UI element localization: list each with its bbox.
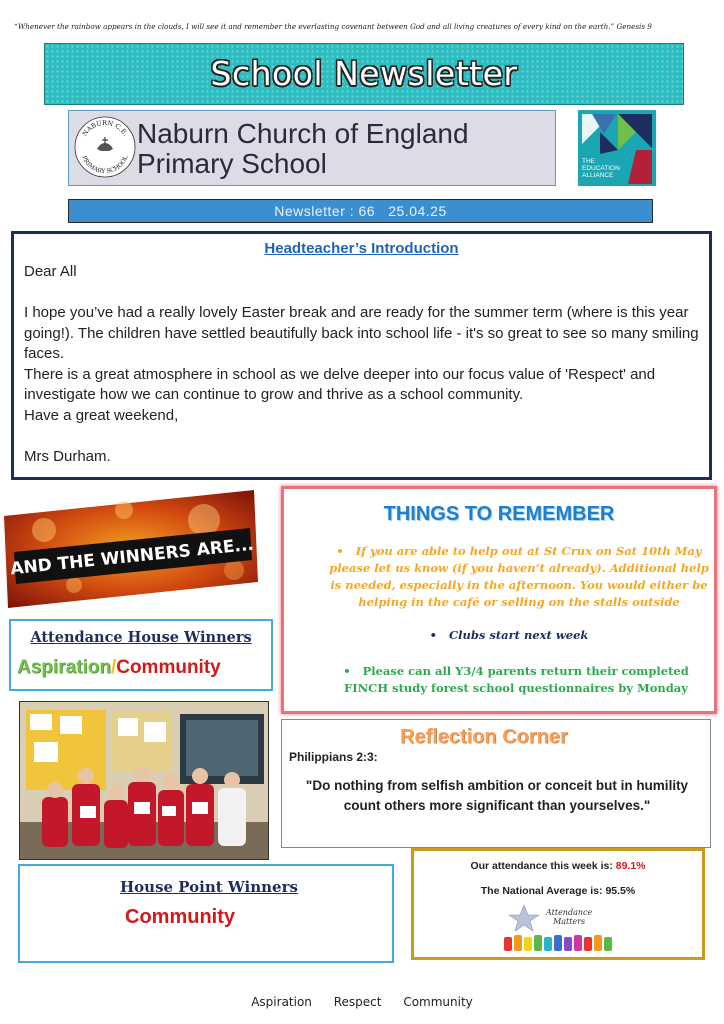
things-heading: THINGS TO REMEMBER — [383, 503, 615, 525]
attendance-this-week-value: 89.1% — [615, 860, 646, 872]
footer-values — [0, 995, 724, 1009]
reminder-st-crux — [324, 543, 714, 611]
intro-paragraph-1: I hope you’ve had a really lovely Easter break and are ready for the summer term (where is this year going!). The children have settled beautifully back into school life - it's so great to see so many smiling faces. — [24, 304, 699, 362]
reflection-quote: "Do nothing from selfish ambition or conceit but in humility count others more significant than yourselves." — [305, 778, 689, 813]
winners-banner-text: AND THE WINNERS ARE... — [9, 534, 255, 580]
children-photo — [19, 701, 269, 860]
reflection-corner — [281, 719, 711, 848]
attendance-matters-line2: Matters — [553, 917, 586, 926]
school-name-line2: Primary School — [137, 148, 327, 179]
footer-value-respect: Respect — [333, 995, 382, 1009]
intro-heading: Headteacher’s Introduction — [264, 240, 459, 257]
education-alliance-logo — [578, 110, 656, 186]
house-point-winner: Community — [125, 906, 235, 928]
attendance-matters-line1: Attendance — [546, 908, 593, 917]
crest-bottom-text: PRIMARY SCHOOL — [80, 154, 130, 176]
footer-value-community: Community — [403, 995, 473, 1009]
headteacher-introduction — [11, 231, 712, 480]
attendance-matters-logo — [500, 903, 624, 955]
house-community: Community — [116, 657, 221, 678]
reminder-finch-text: Please can all Y3/4 parents return their completed FINCH study forest school questionnaires by Monday — [344, 664, 689, 695]
attendance-matters-text — [546, 908, 592, 926]
reminder-finch — [320, 663, 712, 697]
school-header — [68, 110, 556, 186]
reminder-clubs-text: Clubs start next week — [448, 628, 589, 642]
house-separator: / — [110, 657, 117, 678]
title-banner — [44, 43, 684, 105]
attendance-house-names — [17, 657, 221, 679]
classroom-photo-image — [20, 702, 269, 860]
attendance-this-week — [414, 860, 702, 872]
newsletter-title: School Newsletter — [210, 54, 518, 93]
bullet-2: • — [429, 628, 437, 642]
crest-top-text: NABURN C.E. — [80, 118, 130, 138]
reflection-heading: Reflection Corner — [400, 726, 568, 748]
reminder-st-crux-text: If you are able to help out at St Crux on Sat 10th May please let us know (if you haven’t already). Additional help is needed, especially in the afternoon. You would either be helping in the café or selling on the stalls outside — [329, 544, 709, 609]
alliance-line2: EDUCATION — [582, 165, 620, 172]
reminder-clubs — [344, 627, 674, 644]
attendance-stats — [411, 848, 705, 960]
national-average: The National Average is: 95.5% — [480, 885, 636, 897]
alliance-text — [582, 158, 620, 179]
bullet-1: • — [336, 544, 344, 558]
reflection-reference: Philippians 2:3: — [289, 750, 378, 764]
attendance-this-week-label: Our attendance this week is: — [470, 860, 616, 872]
school-name-line1: Naburn Church of England — [137, 118, 469, 149]
intro-greeting: Dear All — [24, 263, 77, 280]
winners-banner-image — [4, 490, 258, 608]
intro-paragraph-2: There is a great atmosphere in school as we delve deeper into our focus value of 'Respect' and investigate how we can continue to grow and thrive as a school community. — [24, 365, 656, 403]
school-crest-logo — [73, 115, 137, 179]
things-to-remember — [281, 486, 717, 714]
footer-value-aspiration: Aspiration — [251, 995, 312, 1009]
intro-paragraph-3: Have a great weekend, — [24, 406, 179, 424]
newsletter-number-bar — [68, 199, 653, 223]
intro-body — [24, 262, 704, 467]
house-aspiration: Aspiration — [17, 657, 111, 678]
newsletter-number: Newsletter : 66 25.04.25 — [274, 203, 447, 219]
school-name — [137, 119, 469, 179]
attendance-house-heading: Attendance House Winners — [30, 629, 252, 646]
bullet-3: • — [343, 664, 351, 678]
intro-signoff: Mrs Durham. — [24, 447, 111, 465]
house-point-winners — [18, 864, 394, 963]
alliance-line1: THE — [582, 158, 595, 165]
header-quote: “Whenever the rainbow appears in the clouds, I will see it and remember the everlasting covenant between God and all living creatures of every kind on the earth.” Genesis 9 — [14, 22, 652, 31]
house-point-heading: House Point Winners — [120, 878, 298, 896]
alliance-line3: ALLIANCE — [582, 172, 614, 179]
attendance-house-winners — [9, 619, 273, 691]
